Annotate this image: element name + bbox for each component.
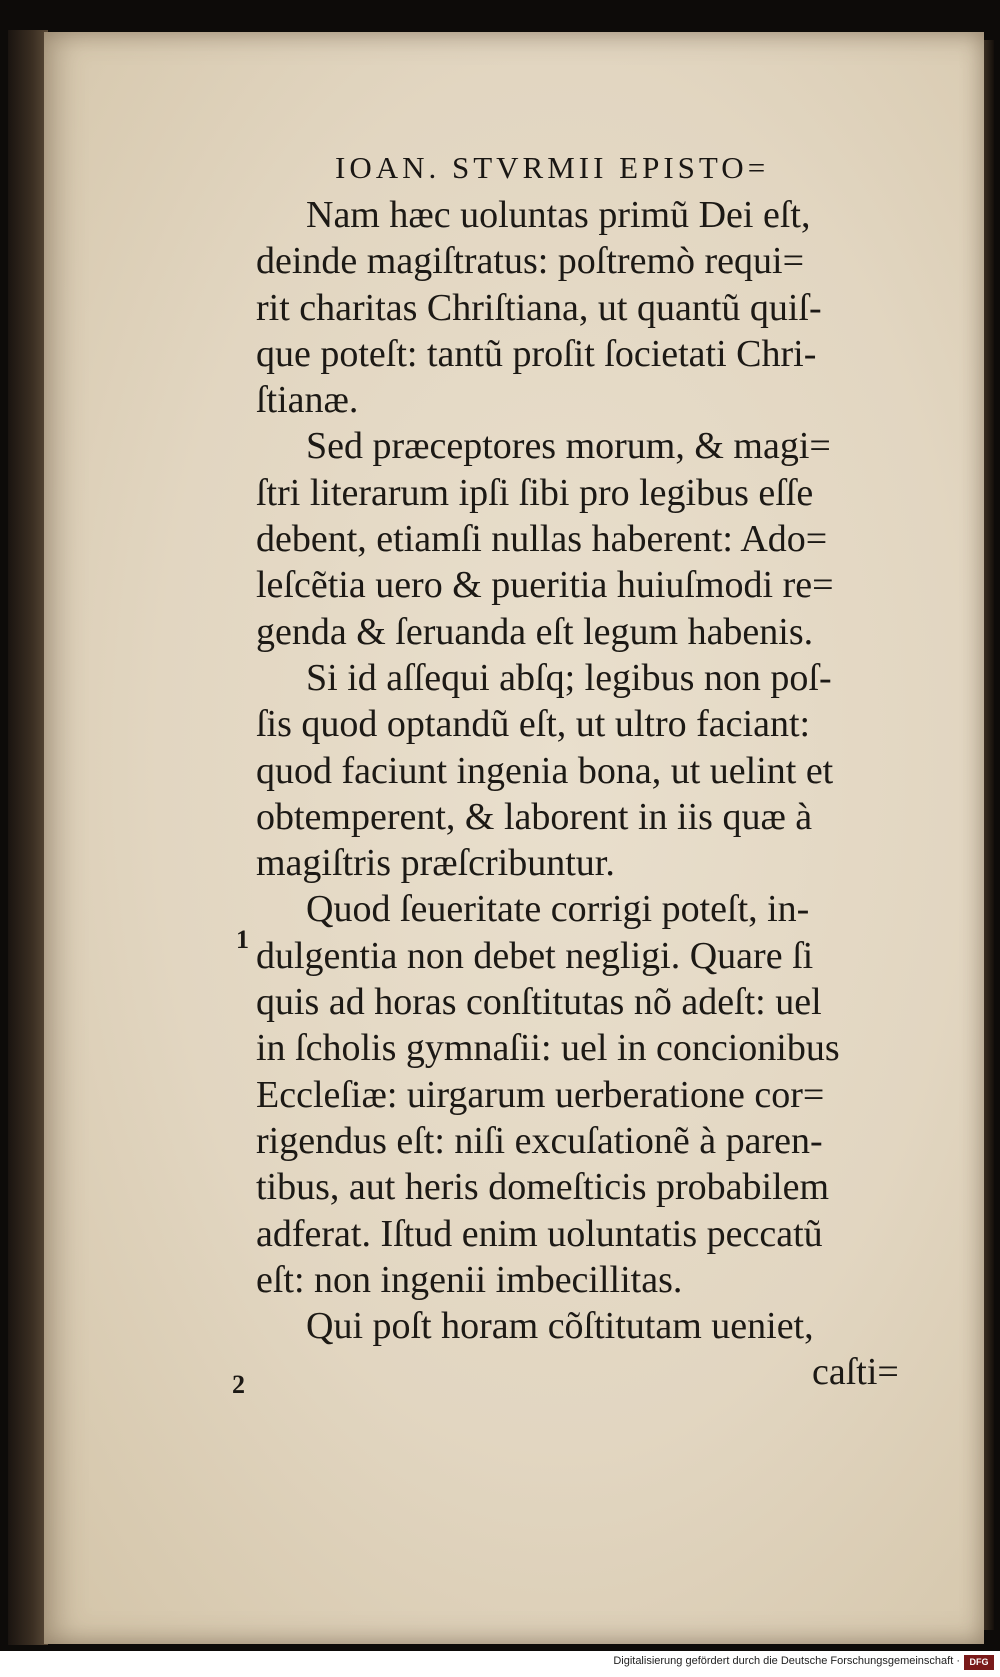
text-line: in ſcholis gymnaſii: uel in concionibus: [256, 1027, 840, 1070]
text-line: que poteſt: tantũ proſit ſocietati Chri-: [256, 332, 817, 375]
text-line: Qui poſt horam cõſtitutam ueniet,: [306, 1305, 814, 1348]
page-right-edge: [984, 40, 994, 1630]
text-line: ſtianæ.: [256, 379, 359, 422]
text-line: quis ad horas conſtitutas nõ adeſt: uel: [256, 981, 822, 1024]
text-line: obtemperent, & laborent in iis quæ à: [256, 795, 813, 838]
text-line: debent, etiamſi nullas haberent: Ado=: [256, 518, 828, 561]
text-line: adferat. Iſtud enim uoluntatis peccatũ: [256, 1212, 823, 1255]
text-line: rit charitas Chriſtiana, ut quantũ quiſ-: [256, 286, 822, 329]
text-line: quod faciunt ingenia bona, ut uelint et: [256, 749, 834, 792]
funding-credit: Digitalisierung gefördert durch die Deutsche Forschungsgemeinschaft ·: [613, 1655, 960, 1667]
text-line: magiſtris præſcribuntur.: [256, 842, 615, 885]
text-line: Si id aſſequi abſq; legibus non poſ-: [306, 656, 832, 699]
margin-number: 2: [232, 1370, 245, 1399]
text-line: leſcẽtia uero & pueritia huiuſmodi re=: [256, 564, 834, 607]
text-line: deinde magiſtratus: poſtremò requi=: [256, 240, 805, 283]
body-text: [256, 192, 956, 1396]
text-line: eſt: non ingenii imbecillitas.: [256, 1258, 683, 1301]
text-line: rigendus eſt: niſi excuſationẽ à paren-: [256, 1119, 823, 1162]
margin-number: 1: [236, 925, 249, 954]
catchword: caſti=: [812, 1351, 899, 1394]
text-line: Quod ſeueritate corrigi poteſt, in-: [306, 888, 810, 931]
dfg-logo: DFG: [964, 1655, 994, 1670]
book-binding-edge: [8, 30, 48, 1645]
text-line: dulgentia non debet negligi. Quare ſi: [256, 934, 814, 977]
footer-bar: [0, 1651, 1000, 1677]
text-line: ſtri literarum ipſi ſibi pro legibus eſſe: [256, 471, 814, 514]
text-line: Nam hæc uoluntas primũ Dei eſt,: [306, 194, 811, 236]
text-line: Eccleſiæ: uirgarum uerberatione cor=: [256, 1073, 825, 1116]
text-line: Sed præceptores morum, & magi=: [306, 425, 831, 468]
text-line: ſis quod optandũ eſt, ut ultro faciant:: [256, 703, 811, 746]
text-line: genda & ſeruanda eſt legum habenis.: [256, 610, 814, 653]
text-line: tibus, aut heris domeſticis probabilem: [256, 1166, 830, 1209]
running-head: IOAN. STVRMII EPISTO=: [335, 150, 770, 185]
